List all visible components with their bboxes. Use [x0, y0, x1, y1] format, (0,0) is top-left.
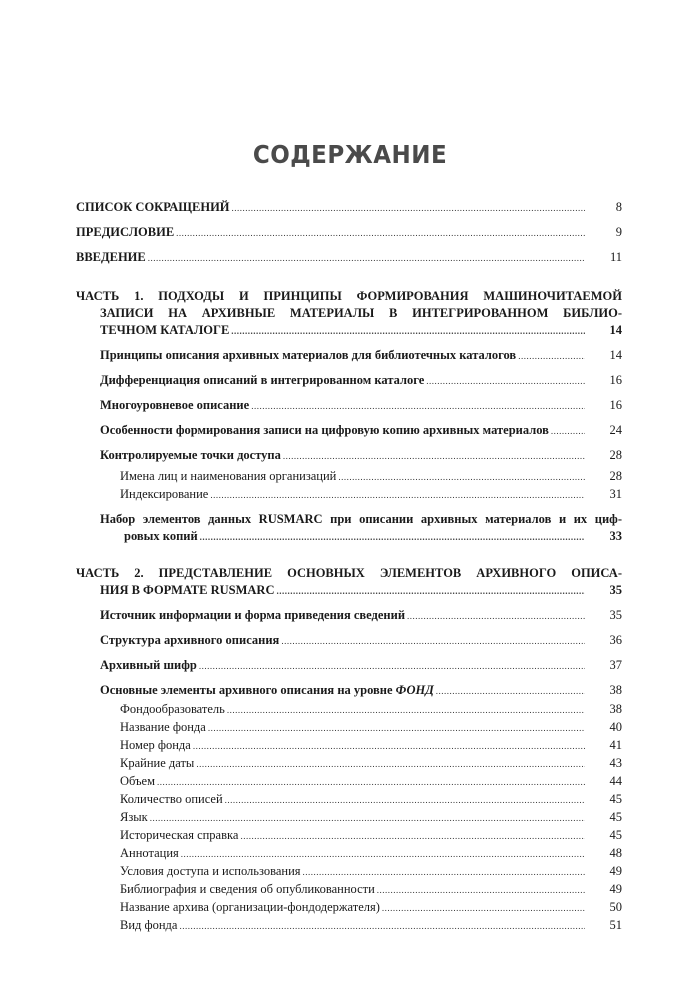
toc-part-1 — [76, 288, 622, 545]
toc-page-number: 49 — [609, 882, 622, 896]
toc-section[interactable] — [76, 372, 622, 389]
part-2-heading-last-line[interactable] — [76, 582, 622, 599]
toc-page-number: 38 — [609, 683, 622, 697]
dot-leader — [382, 900, 585, 916]
toc-entry-title: Условия доступа и использования — [120, 864, 301, 878]
dot-leader — [518, 348, 585, 364]
toc-section[interactable] — [76, 347, 622, 364]
toc-subsection[interactable] — [76, 737, 622, 754]
dot-leader — [240, 828, 585, 844]
toc-page-number: 48 — [609, 846, 622, 860]
section-line: Набор элементов данных RUSMARC при описании архивных материалов и их циф- — [100, 512, 622, 526]
part-1-heading[interactable] — [76, 288, 622, 322]
fond-subsections — [76, 701, 622, 934]
dot-leader — [210, 487, 585, 503]
toc-entry-title: Вид фонда — [120, 918, 178, 932]
part-heading-line: ЧАСТЬ 1. ПОДХОДЫ И ПРИНЦИПЫ ФОРМИРОВАНИЯ МАШИНОЧИТАЕМОЙ — [76, 289, 622, 303]
toc-subsection[interactable] — [76, 917, 622, 934]
toc-page-number: 33 — [609, 529, 622, 543]
toc-entry-title: Историческая справка — [120, 828, 239, 842]
dot-leader — [303, 864, 585, 880]
toc-section[interactable] — [76, 657, 622, 674]
dot-leader — [196, 756, 585, 772]
dot-leader — [227, 702, 585, 718]
toc-section[interactable] — [76, 447, 622, 464]
part-2-heading[interactable] — [76, 565, 622, 582]
toc-entry-introduction[interactable] — [76, 249, 622, 266]
toc-entry-title: Источник информации и форма приведения сведений — [100, 608, 406, 622]
toc-page-number: 14 — [609, 323, 622, 337]
toc-page-number: 40 — [609, 720, 622, 734]
toc-page-number: 16 — [609, 373, 622, 387]
dot-leader — [407, 608, 585, 624]
toc-entry-title: Имена лиц и наименования организаций — [120, 469, 337, 483]
dot-leader — [436, 683, 585, 699]
toc-section[interactable] — [76, 632, 622, 649]
part-heading-line: ЗАПИСИ НА АРХИВНЫЕ МАТЕРИАЛЫ В ИНТЕГРИРОВАННОМ БИБЛИО- — [100, 306, 622, 320]
toc-page-number: 41 — [609, 738, 622, 752]
toc-entry-title: Особенности формирования записи на цифровую копию архивных материалов — [100, 423, 549, 437]
section-line: ровых копий — [124, 529, 198, 543]
fond-prefix: Основные элементы архивного описания на уровне — [100, 683, 396, 697]
toc-section[interactable] — [76, 607, 622, 624]
dot-leader — [283, 448, 585, 464]
toc-entry-title: Фондообразователь — [120, 702, 225, 716]
toc-page-number: 43 — [609, 756, 622, 770]
toc-entry-title: Название архива (организации-фондодержателя) — [120, 900, 380, 914]
part-heading-line: НИЯ В ФОРМАТЕ RUSMARC — [100, 583, 275, 597]
toc-page-number: 45 — [609, 828, 622, 842]
toc-page-number: 50 — [609, 900, 622, 914]
toc-section-last-line[interactable] — [76, 528, 622, 545]
dot-leader — [338, 469, 585, 485]
toc-page-number: 9 — [615, 225, 622, 239]
toc-page-number: 36 — [609, 633, 622, 647]
toc-subsection[interactable] — [76, 899, 622, 916]
dot-leader — [251, 398, 585, 414]
toc-page-number: 16 — [609, 398, 622, 412]
part-1-heading-last-line[interactable] — [76, 322, 622, 339]
toc-entry-title: ВВЕДЕНИЕ — [76, 250, 146, 264]
toc-subsection[interactable] — [76, 791, 622, 808]
toc-entry-title: Структура архивного описания — [100, 633, 280, 647]
dot-leader — [225, 792, 585, 808]
part-heading-line: ЧАСТЬ 2. ПРЕДСТАВЛЕНИЕ ОСНОВНЫХ ЭЛЕМЕНТОВ АРХИВНОГО ОПИСА- — [76, 566, 622, 580]
toc-entry-title — [100, 682, 434, 698]
toc-entry-title: Индексирование — [120, 487, 209, 501]
toc-page-number: 31 — [609, 487, 622, 501]
toc-subsection[interactable] — [76, 881, 622, 898]
dot-leader — [148, 250, 585, 266]
toc-entry-title: Библиография и сведения об опубликованности — [120, 882, 375, 896]
toc-page-number: 35 — [609, 608, 622, 622]
page-title: СОДЕРЖАНИЕ — [252, 140, 448, 169]
dot-leader — [199, 658, 585, 674]
toc-page-number: 28 — [609, 469, 622, 483]
toc-page-number: 24 — [609, 423, 622, 437]
toc-entry-title: Аннотация — [120, 846, 179, 860]
toc-page-number: 45 — [609, 810, 622, 824]
toc-entry-title: СПИСОК СОКРАЩЕНИЙ — [76, 200, 230, 214]
dot-leader — [193, 738, 585, 754]
toc-page-number: 8 — [615, 200, 622, 214]
toc-subsection[interactable] — [76, 809, 622, 826]
toc-part-2 — [76, 565, 622, 934]
toc-section-fond[interactable] — [76, 682, 622, 699]
dot-leader — [551, 423, 585, 439]
toc-entry-title: Дифференциация описаний в интегрированном каталоге — [100, 373, 425, 387]
toc-section[interactable] — [76, 397, 622, 414]
fond-emphasis: ФОНД — [395, 683, 434, 697]
toc-section-multiline[interactable] — [76, 511, 622, 528]
dot-leader — [276, 583, 585, 599]
toc-entry-title: Крайние даты — [120, 756, 195, 770]
toc-page-number: 45 — [609, 792, 622, 806]
part-heading-line: ТЕЧНОМ КАТАЛОГЕ — [100, 323, 230, 337]
dot-leader — [231, 323, 585, 339]
toc-subsection[interactable] — [76, 468, 622, 485]
dot-leader — [181, 846, 585, 862]
toc-page-number: 28 — [609, 448, 622, 462]
dot-leader — [150, 810, 585, 826]
toc-page-number: 44 — [609, 774, 622, 788]
toc-entry-preface[interactable] — [76, 224, 622, 241]
toc-entry-abbreviations[interactable] — [76, 199, 622, 216]
toc-page-number: 37 — [609, 658, 622, 672]
toc-subsection[interactable] — [76, 701, 622, 718]
dot-leader — [176, 225, 585, 241]
toc-entry-title: Принципы описания архивных материалов для библиотечных каталогов — [100, 348, 517, 362]
toc-entry-title: Язык — [120, 810, 148, 824]
dot-leader — [281, 633, 585, 649]
toc-subsection[interactable] — [76, 486, 622, 503]
toc-page-number: 14 — [609, 348, 622, 362]
dot-leader — [179, 918, 585, 934]
toc-subsection[interactable] — [76, 863, 622, 880]
toc-page-number: 51 — [609, 918, 622, 932]
dot-leader — [208, 720, 585, 736]
dot-leader — [200, 529, 585, 545]
toc-entry-title: Название фонда — [120, 720, 206, 734]
toc-page-number: 35 — [609, 583, 622, 597]
toc-subsection[interactable] — [76, 719, 622, 736]
toc-subsection[interactable] — [76, 755, 622, 772]
dot-leader — [232, 200, 585, 216]
toc-entry-title: Объем — [120, 774, 155, 788]
toc-page-number: 49 — [609, 864, 622, 878]
toc-section[interactable] — [76, 422, 622, 439]
toc-entry-title: Многоуровневое описание — [100, 398, 250, 412]
dot-leader — [426, 373, 585, 389]
dot-leader — [157, 774, 585, 790]
dot-leader — [377, 882, 585, 898]
table-of-contents — [76, 199, 622, 935]
toc-subsection[interactable] — [76, 845, 622, 862]
toc-page-number: 11 — [609, 250, 622, 264]
toc-entry-title: ПРЕДИСЛОВИЕ — [76, 225, 175, 239]
toc-subsection[interactable] — [76, 773, 622, 790]
toc-page-number: 38 — [609, 702, 622, 716]
toc-entry-title: Архивный шифр — [100, 658, 197, 672]
toc-entry-title: Количество описей — [120, 792, 223, 806]
toc-subsection[interactable] — [76, 827, 622, 844]
toc-entry-title: Контролируемые точки доступа — [100, 448, 281, 462]
toc-entry-title: Номер фонда — [120, 738, 191, 752]
